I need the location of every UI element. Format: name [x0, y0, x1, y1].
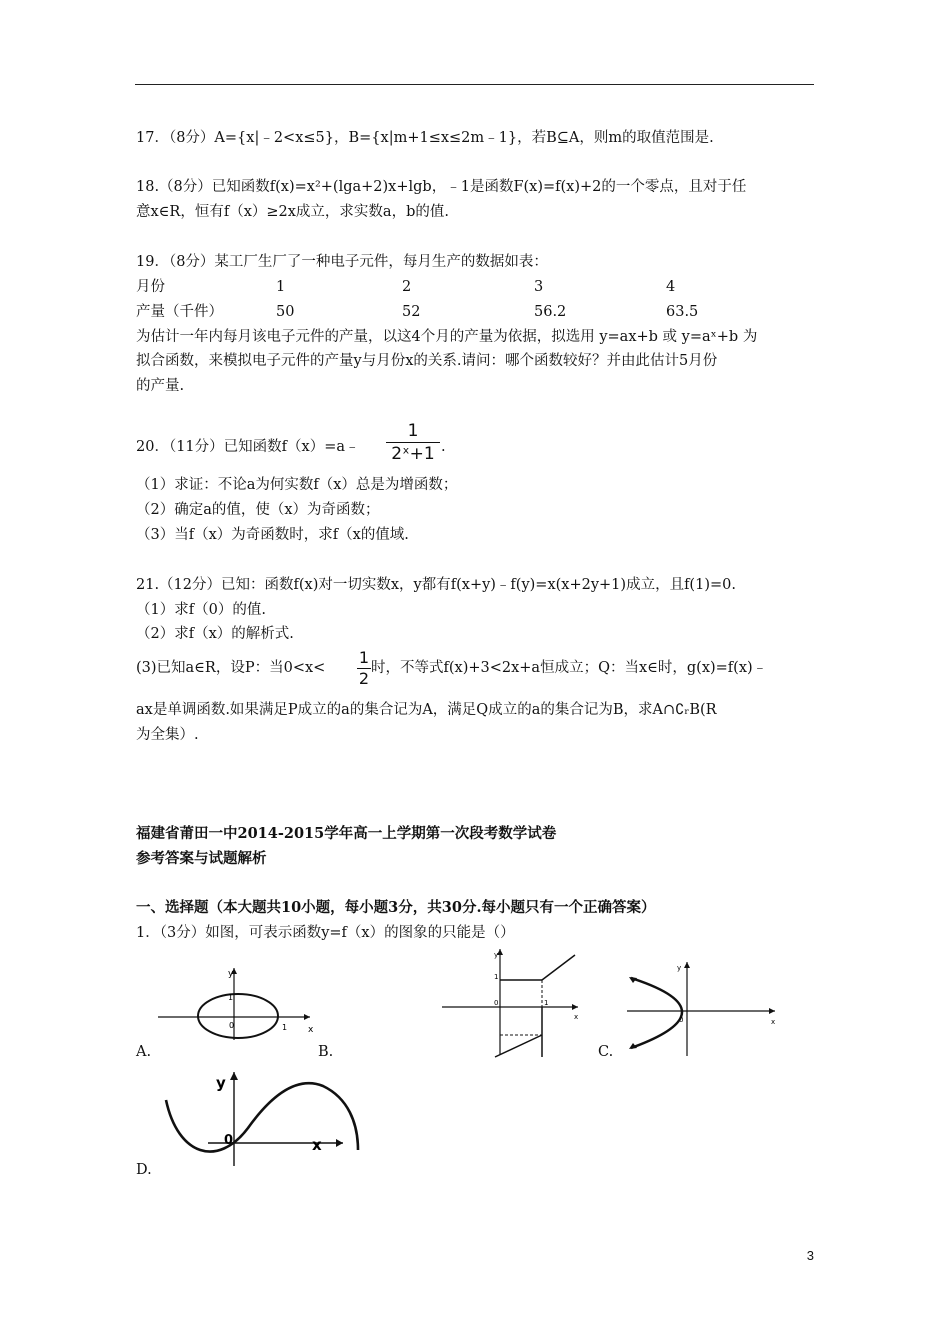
y-label: y	[216, 1074, 226, 1092]
origin-label: 0	[494, 999, 499, 1007]
y-axis-arrow	[230, 1072, 238, 1080]
origin-label: 0	[229, 1021, 235, 1030]
table-cell: 1	[276, 279, 286, 295]
curve-segment	[542, 955, 575, 980]
option-a-label: A.	[136, 1044, 152, 1060]
graph-a-ellipse	[158, 962, 318, 1042]
table-cell: 产量（千件）	[136, 304, 223, 320]
question-19-intro: 19．（8分）某工厂生厂了一种电子元件，每月生产的数据如表：	[136, 254, 548, 270]
table-cell: 3	[534, 279, 544, 295]
question-20-part-1: （1）求证：不论a为何实数f（x）总是为增函数；	[136, 477, 458, 493]
tick-label: 1	[544, 999, 549, 1007]
table-cell: 63.5	[666, 304, 699, 320]
page-number: 3	[806, 1248, 814, 1263]
table-cell: 56.2	[534, 304, 567, 320]
question-21-line-end: 为全集）.	[136, 727, 199, 743]
section-heading: 一、选择题（本大题共10小题，每小题3分，共30分.每小题只有一个正确答案）	[136, 899, 656, 916]
question-19-line-3: 的产量.	[136, 378, 185, 394]
question-20-prefix: 20．（11分）已知函数f（x）=a﹣	[136, 439, 360, 455]
option-d-label: D.	[136, 1162, 152, 1178]
tick-label: 1	[282, 1023, 288, 1032]
x-axis-arrow	[572, 1004, 578, 1010]
question-19-line-2: 拟合函数，来模拟电子元件的产量y与月份x的关系.请问：哪个函数较好？并由此估计5月份	[136, 353, 718, 369]
x-label: x	[574, 1013, 579, 1021]
question-20-part-3: （3）当f（x）为奇函数时，求f（x的值域.	[136, 527, 409, 543]
question-20-suffix: .	[441, 439, 446, 455]
graph-c-parabola	[625, 958, 780, 1058]
fraction-denominator: 2ˣ+1	[386, 442, 440, 465]
question-18-line-2: 意x∈R，恒有f（x）≥2x成立，求实数a，b的值.	[136, 204, 449, 220]
question-19-line-1: 为估计一年内每月该电子元件的产量，以这4个月的产量为依据，拟选用 y=ax+b 或 y=aˣ+b 为	[136, 329, 758, 345]
ellipse-curve	[198, 994, 278, 1038]
wave-curve	[166, 1083, 358, 1151]
fraction-numerator: 1	[358, 648, 370, 667]
parabola-curve	[631, 978, 682, 1048]
y-label: y	[677, 964, 682, 972]
question-21-line-1: 21.（12分）已知：函数f(x)对一切实数x，y都有f(x+y)﹣f(y)=x(x+2y+1)成立，且f(1)=0.	[136, 577, 736, 593]
curve-segment	[495, 1035, 542, 1057]
x-axis-arrow	[336, 1139, 343, 1147]
x-axis-arrow	[769, 1008, 775, 1014]
table-cell: 52	[402, 304, 421, 320]
header-rule	[135, 84, 814, 85]
question-18-line-1: 18.（8分）已知函数f(x)=x²+(lga+2)x+lgb，﹣1是函数F(x)=f(x)+2的一个零点，且对于任	[136, 179, 747, 195]
table-cell: 4	[666, 279, 676, 295]
y-axis-arrow	[684, 962, 690, 968]
option-b-label: B.	[318, 1044, 334, 1060]
fraction	[386, 420, 440, 465]
fraction-numerator: 1	[407, 421, 419, 441]
y-label: y	[494, 951, 499, 959]
question-21-line-cont: ax是单调函数.如果满足P成立的a的集合记为A，满足Q成立的a的集合记为B，求A∩∁ᵣB(R	[136, 702, 717, 718]
option-c-label: C.	[598, 1044, 614, 1060]
table-cell: 2	[402, 279, 412, 295]
question-21-part-1: （1）求f（0）的值.	[136, 602, 266, 618]
tick-label: 1	[228, 993, 234, 1002]
table-cell: 月份	[136, 279, 165, 295]
graph-b-piecewise	[440, 945, 585, 1060]
graph-d-wave	[158, 1068, 368, 1168]
x-label: x	[308, 1025, 314, 1035]
question-21-part-2: （2）求f（x）的解析式.	[136, 626, 294, 642]
fraction	[357, 648, 371, 689]
origin-label: 0	[224, 1133, 234, 1148]
x-label: x	[312, 1136, 322, 1154]
fraction-denominator: 2	[358, 669, 370, 688]
origin-label: 0	[679, 1016, 684, 1024]
answer-subtitle: 参考答案与试题解析	[136, 850, 267, 867]
question-21-part-3-suffix: 时，不等式f(x)+3<2x+a恒成立；Q：当x∈时，g(x)=f(x)﹣	[371, 660, 768, 676]
tick-label: 1	[494, 973, 499, 981]
y-label: y	[228, 969, 234, 979]
answer-title: 福建省莆田一中2014-2015学年高一上学期第一次段考数学试卷	[136, 825, 557, 842]
x-axis-arrow	[304, 1014, 310, 1020]
question-17: 17．（8分）A={x|﹣2<x≤5}，B={x|m+1≤x≤2m﹣1}，若B⊆A，则m的取值范围是.	[136, 130, 714, 146]
table-cell: 50	[276, 304, 295, 320]
question-21-part-3-prefix: (3)已知a∈R，设P：当0<x<	[136, 660, 326, 676]
answer-1-question: 1．（3分）如图，可表示函数y=f（x）的图象的只能是（）	[136, 925, 515, 941]
question-20-part-2: （2）确定a的值，使（x）为奇函数；	[136, 502, 380, 518]
x-label: x	[771, 1018, 776, 1026]
